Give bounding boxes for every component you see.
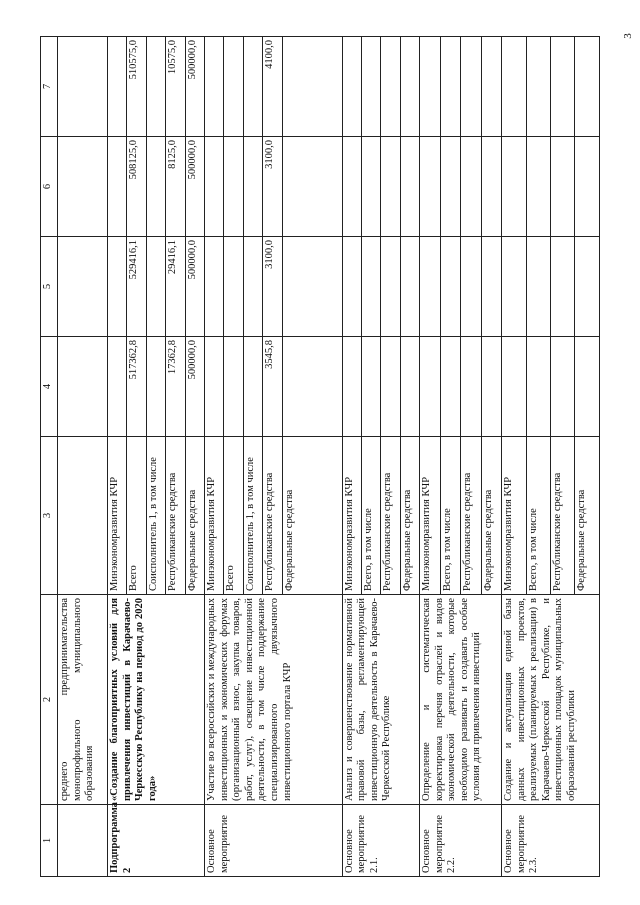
activity-title: Участие во всероссийских и международных инвестиционных и экономических форумах (организационный взнос, закупка товаров, работ, услуг), освещение инвестиционной деятельности, в том числе поддержание специализированного двуязычного инвестиционного портала КЧР: [204, 595, 342, 805]
header-cell: 5: [41, 237, 58, 337]
source-cell: Минэкономразвития КЧР: [502, 437, 526, 595]
value-cell: [420, 137, 441, 237]
value-cell: [381, 337, 400, 437]
source-cell: Республиканские средства: [166, 437, 185, 595]
activity-label: Основное мероприятие 2.2.: [420, 805, 502, 877]
value-cell: [342, 237, 361, 337]
value-cell: [204, 137, 223, 237]
value-cell: [481, 137, 502, 237]
value-cell: [440, 37, 461, 137]
value-cell: [361, 237, 380, 337]
source-cell: Всего, в том числе: [361, 437, 380, 595]
value-cell: [440, 137, 461, 237]
value-cell: 10575,0: [166, 37, 185, 137]
table-row: [502, 37, 526, 877]
cell-empty: [58, 137, 108, 237]
page-number: 3: [621, 33, 634, 39]
source-cell: Всего, в том числе: [526, 437, 550, 595]
source-cell: Республиканские средства: [381, 437, 400, 595]
value-cell: [204, 337, 223, 437]
value-cell: 8125,0: [166, 137, 185, 237]
source-cell: Федеральные средства: [575, 437, 600, 595]
value-cell: [342, 37, 361, 137]
value-cell: [575, 337, 600, 437]
value-cell: 3100,0: [263, 237, 282, 337]
value-cell: [204, 237, 223, 337]
value-cell: [224, 237, 243, 337]
source-cell: Республиканские средства: [550, 437, 574, 595]
value-cell: [361, 137, 380, 237]
value-cell: 500000,0: [185, 237, 204, 337]
table-row: [58, 37, 108, 877]
budget-table: [40, 36, 600, 877]
value-cell: [550, 137, 574, 237]
value-cell: [440, 337, 461, 437]
value-cell: [224, 37, 243, 137]
value-cell: [526, 337, 550, 437]
source-cell: Республиканские средства: [461, 437, 482, 595]
value-cell: 500000,0: [185, 137, 204, 237]
value-cell: [381, 37, 400, 137]
value-cell: 17362,8: [166, 337, 185, 437]
source-cell: Всего: [127, 437, 146, 595]
header-cell: 3: [41, 437, 58, 595]
value-cell: [502, 37, 526, 137]
value-cell: [502, 137, 526, 237]
cell-empty: [58, 437, 108, 595]
activity-label: Основное мероприятие 2.1.: [342, 805, 420, 877]
value-cell: [243, 137, 262, 237]
value-cell: [575, 137, 600, 237]
value-cell: [243, 237, 262, 337]
value-cell: [282, 337, 342, 437]
cell-text: среднего предпринимательства монопрофильного муниципального образования: [58, 595, 108, 805]
value-cell: [108, 37, 127, 137]
activity-label: Основное мероприятие 2.3.: [502, 805, 600, 877]
source-cell: Федеральные средства: [282, 437, 342, 595]
header-cell: 2: [41, 595, 58, 805]
value-cell: [461, 37, 482, 137]
subprogram-title: «Создание благоприятных условий для привлечения инвестиций в Карачаево-Черкесскую Республику на период до 2020 года»: [108, 595, 205, 805]
value-cell: [342, 337, 361, 437]
value-cell: [481, 37, 502, 137]
value-cell: [526, 237, 550, 337]
cell-empty: [58, 237, 108, 337]
value-cell: [400, 137, 419, 237]
subprogram-label: Подпрограмма 2: [108, 805, 205, 877]
table-row: [342, 37, 361, 877]
source-cell: Минэкономразвития КЧР: [342, 437, 361, 595]
value-cell: [400, 237, 419, 337]
activity-title: Создание и актуализация единой базы данных инвестиционных проектов, реализуемых (планируемых к реализации) в Карачаево-Черкесской Республике, и инвестиционных площадок муниципальных образований республики: [502, 595, 600, 805]
value-cell: [526, 37, 550, 137]
source-cell: Минэкономразвития КЧР: [420, 437, 441, 595]
header-cell: 6: [41, 137, 58, 237]
source-cell: Республиканские средства: [263, 437, 282, 595]
cell-empty: [58, 805, 108, 877]
source-cell: Соисполнитель 1, в том числе: [243, 437, 262, 595]
source-cell: Минэкономразвития КЧР: [108, 437, 127, 595]
activity-title: Определение и систематическая корректировка перечня отраслей и видов экономической деятельности, которые необходимо развивать и создавать особые условия для привлечения инвестиций: [420, 595, 502, 805]
value-cell: 29416,1: [166, 237, 185, 337]
activity-title: Анализ и совершенствование нормативной правовой базы, регламентирующей инвестиционную деятельность в Карачаево-Черкесской Республике: [342, 595, 420, 805]
source-cell: Соисполнитель 1, в том числе: [146, 437, 165, 595]
source-cell: Всего, в том числе: [440, 437, 461, 595]
value-cell: [400, 37, 419, 137]
value-cell: [146, 37, 165, 137]
value-cell: [502, 337, 526, 437]
value-cell: [282, 137, 342, 237]
value-cell: 500000,0: [185, 37, 204, 137]
rotated-table-wrapper: [40, 37, 600, 877]
value-cell: 500000,0: [185, 337, 204, 437]
value-cell: 3100,0: [263, 137, 282, 237]
value-cell: [243, 37, 262, 137]
value-cell: [146, 337, 165, 437]
header-cell: 4: [41, 337, 58, 437]
value-cell: [575, 37, 600, 137]
source-cell: Федеральные средства: [185, 437, 204, 595]
value-cell: 508125,0: [127, 137, 146, 237]
value-cell: [108, 137, 127, 237]
header-cell: 1: [41, 805, 58, 877]
source-cell: Минэкономразвития КЧР: [204, 437, 223, 595]
value-cell: [108, 337, 127, 437]
value-cell: [361, 37, 380, 137]
value-cell: [575, 237, 600, 337]
source-cell: Федеральные средства: [481, 437, 502, 595]
cell-empty: [58, 337, 108, 437]
value-cell: [342, 137, 361, 237]
value-cell: [224, 337, 243, 437]
value-cell: 3545,8: [263, 337, 282, 437]
cell-empty: [58, 37, 108, 137]
value-cell: [361, 337, 380, 437]
value-cell: [526, 137, 550, 237]
value-cell: [420, 337, 441, 437]
value-cell: [461, 137, 482, 237]
value-cell: 510575,0: [127, 37, 146, 137]
value-cell: [282, 237, 342, 337]
value-cell: [282, 37, 342, 137]
value-cell: [440, 237, 461, 337]
value-cell: [381, 137, 400, 237]
value-cell: 529416,1: [127, 237, 146, 337]
value-cell: [420, 37, 441, 137]
value-cell: [381, 237, 400, 337]
value-cell: 4100,0: [263, 37, 282, 137]
value-cell: [108, 237, 127, 337]
value-cell: [243, 337, 262, 437]
value-cell: [146, 237, 165, 337]
header-row: [41, 37, 58, 877]
source-cell: Федеральные средства: [400, 437, 419, 595]
table-row: [204, 37, 223, 877]
value-cell: [204, 37, 223, 137]
source-cell: Всего: [224, 437, 243, 595]
value-cell: [420, 237, 441, 337]
table-row: [420, 37, 441, 877]
value-cell: [550, 237, 574, 337]
value-cell: [550, 337, 574, 437]
value-cell: [502, 237, 526, 337]
value-cell: 517362,8: [127, 337, 146, 437]
value-cell: [400, 337, 419, 437]
value-cell: [146, 137, 165, 237]
value-cell: [481, 237, 502, 337]
value-cell: [461, 237, 482, 337]
table-row: [108, 37, 127, 877]
value-cell: [461, 337, 482, 437]
header-cell: 7: [41, 37, 58, 137]
activity-label: Основное мероприятие: [204, 805, 342, 877]
value-cell: [481, 337, 502, 437]
value-cell: [224, 137, 243, 237]
value-cell: [550, 37, 574, 137]
